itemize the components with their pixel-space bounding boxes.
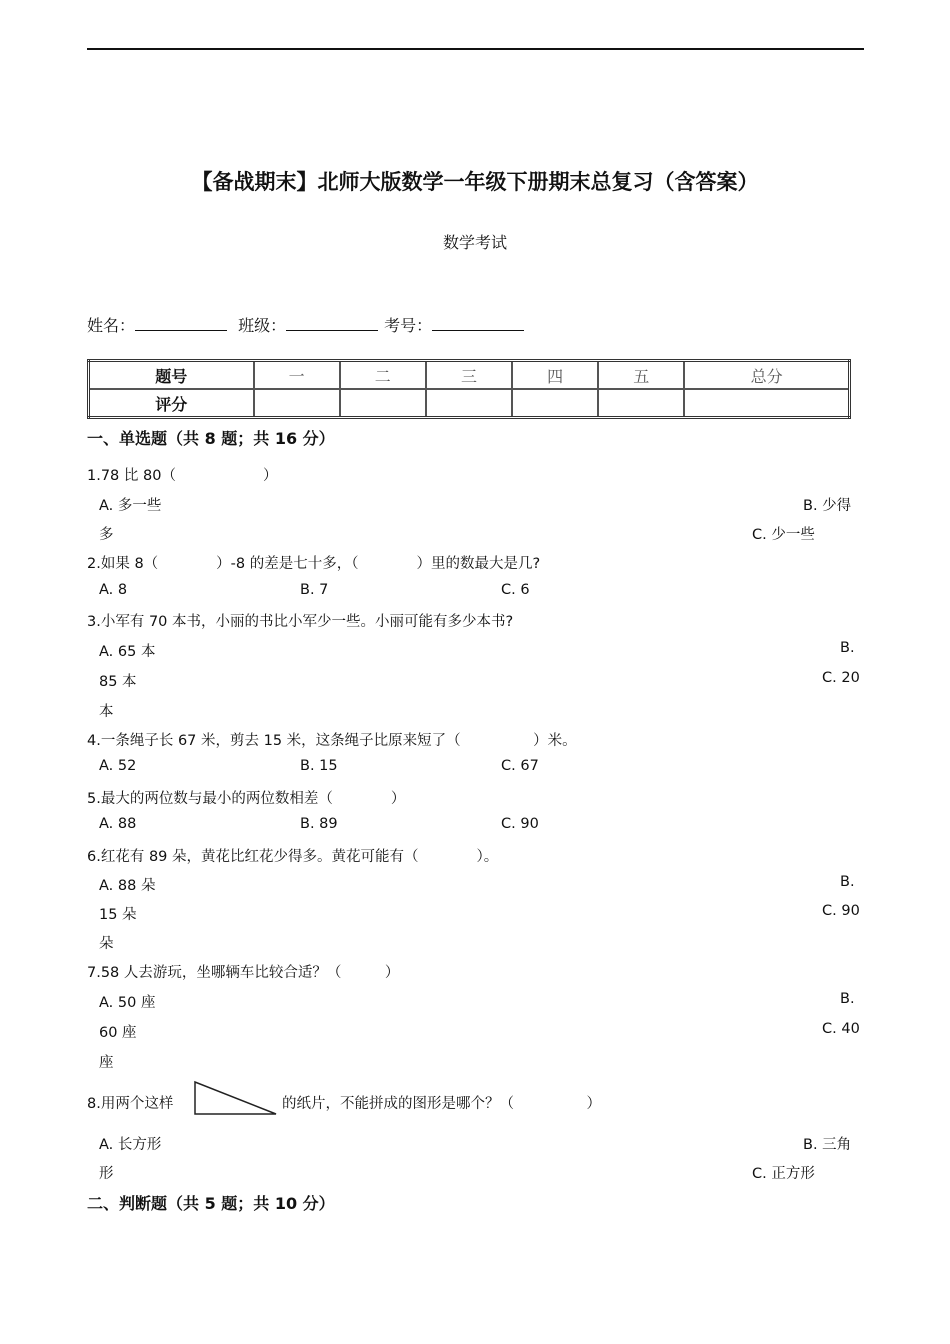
column-2: 二 bbox=[340, 361, 426, 390]
document-title: 【备战期末】北师大版数学一年级下册期末总复习（含答案） bbox=[191, 170, 759, 194]
column-1: 一 bbox=[254, 361, 340, 390]
question-8-text-after: 的纸片，不能拼成的图形是哪个？（ ） bbox=[282, 1096, 601, 1112]
score-table-score-row bbox=[89, 389, 850, 418]
q3-option-c[interactable]: C. 20 bbox=[822, 670, 860, 686]
column-4: 四 bbox=[512, 361, 598, 390]
score-table bbox=[87, 359, 851, 419]
score-cell[interactable] bbox=[254, 389, 340, 418]
q6-option-c[interactable]: C. 90 bbox=[822, 903, 860, 919]
q3-option-b[interactable]: B. bbox=[840, 640, 855, 656]
q3-option-b-cont: 85 本 bbox=[99, 674, 137, 690]
q8-option-b-cont: 形 bbox=[99, 1166, 114, 1182]
question-3-text: 3.小军有 70 本书，小丽的书比小军少一些。小丽可能有多少本书? bbox=[87, 614, 514, 630]
q7-option-b[interactable]: B. bbox=[840, 991, 855, 1007]
q2-option-a[interactable]: A. 8 bbox=[99, 582, 128, 598]
score-table-header-row bbox=[89, 361, 850, 390]
score-cell[interactable] bbox=[598, 389, 684, 418]
q4-option-a[interactable]: A. 52 bbox=[99, 758, 137, 774]
question-2-text: 2.如果 8（ ）-8 的差是七十多，（ ）里的数最大是几? bbox=[87, 556, 541, 572]
question-6-text: 6.红花有 89 朵，黄花比红花少得多。黄花可能有（ ）。 bbox=[87, 849, 499, 865]
q6-option-b[interactable]: B. bbox=[840, 874, 855, 890]
q4-option-c[interactable]: C. 67 bbox=[501, 758, 539, 774]
question-number-header: 题号 bbox=[89, 361, 254, 390]
header-rule bbox=[87, 48, 864, 50]
q8-option-b[interactable]: B. 三角 bbox=[803, 1137, 852, 1153]
q5-option-a[interactable]: A. 88 bbox=[99, 816, 137, 832]
q1-option-b[interactable]: B. 少得 bbox=[803, 498, 852, 514]
section-2-heading: 二、判断题（共 5 题；共 10 分） bbox=[87, 1194, 335, 1213]
q2-option-b[interactable]: B. 7 bbox=[300, 582, 329, 598]
column-total: 总分 bbox=[684, 361, 849, 390]
q1-option-c[interactable]: C. 少一些 bbox=[752, 527, 815, 543]
q6-option-b-cont: 15 朵 bbox=[99, 907, 137, 923]
question-1-text: 1.78 比 80（ ） bbox=[87, 468, 278, 484]
q1-option-a[interactable]: A. 多一些 bbox=[99, 498, 162, 514]
class-blank[interactable] bbox=[286, 314, 378, 331]
q7-option-b-cont: 60 座 bbox=[99, 1025, 137, 1041]
question-5-text: 5.最大的两位数与最小的两位数相差（ ） bbox=[87, 791, 406, 807]
exam-no-blank[interactable] bbox=[432, 314, 524, 331]
q4-option-b[interactable]: B. 15 bbox=[300, 758, 338, 774]
q7-option-a[interactable]: A. 50 座 bbox=[99, 995, 156, 1011]
q7-option-c-cont: 座 bbox=[99, 1055, 114, 1071]
question-8-text-before: 8.用两个这样 bbox=[87, 1096, 174, 1112]
q2-option-c[interactable]: C. 6 bbox=[501, 582, 530, 598]
name-label: 姓名： bbox=[87, 316, 136, 335]
q7-option-c[interactable]: C. 40 bbox=[822, 1021, 860, 1037]
score-cell[interactable] bbox=[512, 389, 598, 418]
q5-option-c[interactable]: C. 90 bbox=[501, 816, 539, 832]
score-cell[interactable] bbox=[340, 389, 426, 418]
q3-option-c-cont: 本 bbox=[99, 704, 114, 720]
section-1-heading: 一、单选题（共 8 题；共 16 分） bbox=[87, 429, 335, 448]
q3-option-a[interactable]: A. 65 本 bbox=[99, 644, 156, 660]
q8-option-c[interactable]: C. 正方形 bbox=[752, 1166, 815, 1182]
q6-option-c-cont: 朵 bbox=[99, 936, 114, 952]
score-cell[interactable] bbox=[426, 389, 512, 418]
q8-option-a[interactable]: A. 长方形 bbox=[99, 1137, 162, 1153]
question-7-text: 7.58 人去游玩，坐哪辆车比较合适？（ ） bbox=[87, 965, 400, 981]
question-4-text: 4.一条绳子长 67 米，剪去 15 米，这条绳子比原来短了（ ）米。 bbox=[87, 733, 577, 749]
q1-option-b-cont: 多 bbox=[99, 527, 114, 543]
score-cell[interactable] bbox=[684, 389, 849, 418]
class-label: 班级： bbox=[238, 316, 287, 335]
document-subtitle: 数学考试 bbox=[442, 233, 507, 252]
triangle-figure bbox=[192, 1079, 280, 1121]
student-info-line bbox=[87, 313, 530, 336]
column-5: 五 bbox=[598, 361, 684, 390]
q5-option-b[interactable]: B. 89 bbox=[300, 816, 338, 832]
q6-option-a[interactable]: A. 88 朵 bbox=[99, 878, 156, 894]
column-3: 三 bbox=[426, 361, 512, 390]
score-header: 评分 bbox=[89, 389, 254, 418]
exam-no-label: 考号： bbox=[384, 316, 433, 335]
name-blank[interactable] bbox=[135, 314, 227, 331]
